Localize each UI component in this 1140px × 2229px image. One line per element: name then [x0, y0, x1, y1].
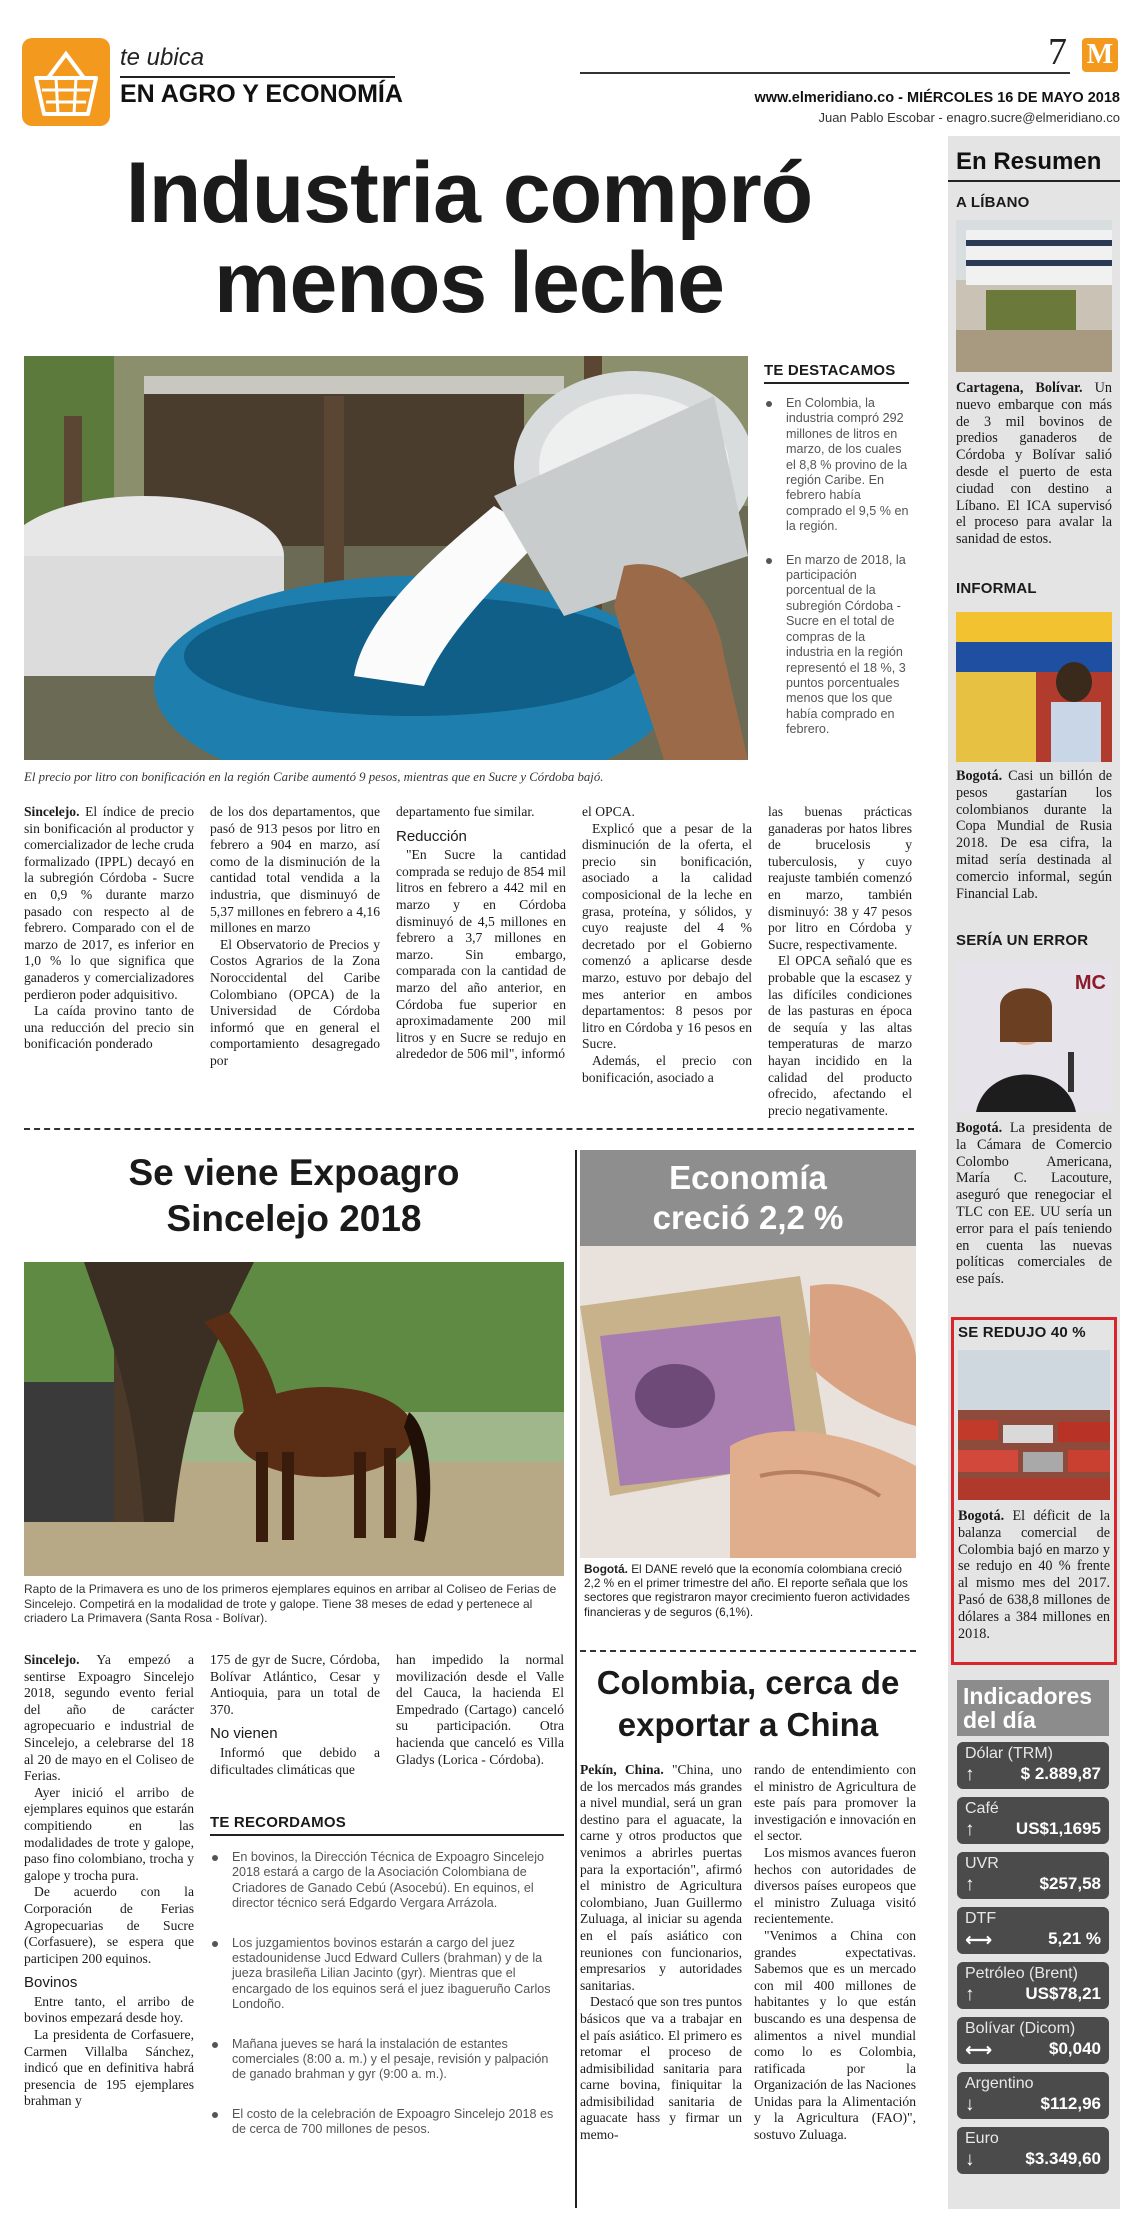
milk-photo-caption: El precio por litro con bonificación en la región Caribe aumentó 9 pesos, mientras que en Sucre y Córdoba bajó.: [24, 770, 604, 784]
expoagro-col-2-para: Informó que debido a dificultades climáticas que: [210, 1744, 380, 1777]
arrow-up-icon: ↑: [965, 1764, 975, 1785]
sidebar-rule: [948, 180, 1120, 182]
expoagro-col-2-subhead: No vienen: [210, 1725, 278, 1743]
remember-item: Los juzgamientos bovinos estarán a cargo del juez estadounidense Jucd Edward Cullers (brahman) y de la jueza brasileña Lilian Jacinto (gyr). Mientras que el encargado de los equinos será el juez ibagueruño Carlos Londoño.: [210, 1936, 564, 2013]
dateline: Bogotá.: [584, 1562, 628, 1576]
china-headline-line1: Colombia, cerca de: [596, 1664, 900, 1701]
lacouture-photo: [956, 962, 1112, 1112]
indicator-dtf: [957, 1907, 1109, 1954]
dateline: Cartagena, Bolívar.: [956, 380, 1083, 396]
indicator-name: Bolívar (Dicom): [965, 2020, 1076, 2037]
main-col-3-para: "En Sucre la cantidad comprada se redujo de 854 mil litros en febrero a 442 mil en marzo y en Córdoba disminuyó de 4,5 millones en febrero a 3,7 millones en marzo. Sin embargo, comparada con la cantidad de marzo del año anterior, en Córdoba fue superior en aproximadamente 200 mil litros y en Sucre se redujo en alrededor de 506 mil", informó: [396, 847, 566, 1062]
column-divider: [575, 1150, 577, 2208]
horse-photo: [24, 1262, 564, 1576]
economia-banner-line2: creció 2,2 %: [652, 1199, 844, 1236]
cattle-ship-illustration: [956, 220, 1112, 372]
ship-photo: [956, 220, 1112, 372]
indicator-name: DTF: [965, 1910, 997, 1927]
remember-title: TE RECORDAMOS: [210, 1814, 346, 1831]
dateline: Pekín, China.: [580, 1762, 664, 1777]
arrow-up-icon: ↑: [965, 1874, 975, 1895]
main-col-5-para: las buenas prácticas ganaderas por hatos libres de brucelosis y tuberculosis, y cuyo reajuste también comenzó en marzo, también disminuyó: 38 y 47 pesos por litro en Córdoba y Sucre, respectivamente.: [768, 804, 912, 952]
highlight-item: En Colombia, la industria compró 292 millones de litros en marzo, de los cuales el 8,8 % provino de la región Caribe. En febrero había comprado el 9,5 % en la región.: [764, 396, 909, 535]
china-col-2-para: "Venimos a China con grandes expectativas. Sabemos que es un mercado con mil 400 millones de habitantes y lo que están buscando es una despensa de alimentos a nivel mundial como lo es Colombia, ratificada por la Organización de las Naciones Unidas para la Alimentación y la Agricultura (FAO)", sostuvo Zuluaga.: [754, 1927, 916, 2143]
arrow-both-icon: ⟷: [965, 2040, 993, 2061]
expoagro-col-1: [24, 1652, 194, 2110]
brand-letter: M: [1086, 39, 1114, 70]
remember-list: [210, 1850, 564, 2138]
horse-illustration: [24, 1262, 564, 1576]
site-date: www.elmeridiano.co - MIÉRCOLES 16 DE MAYO 2018: [754, 90, 1120, 106]
expoagro-col-1-subhead: Bovinos: [24, 1974, 78, 1992]
highlights-list: [764, 396, 909, 738]
china-col-1-para: Destacó que son tres puntos básicos que va a trabajar en el país asiático. El primero es retomar el proceso de admisibilidad sanitaria para carne bovina, finiquitar la admisibilidad sanitaria de aguacate hass y firmar un memo-: [580, 1994, 742, 2143]
main-col-2-para: de los dos departamentos, que pasó de 913 pesos por litro en febrero a 904 en marzo, así como de la disminución de la cantidad total vendida a la industria, que disminuyó de 5,37 millones en febrero a 4,16 millones en marzo: [210, 804, 380, 936]
arrow-up-icon: ↑: [965, 1984, 975, 2005]
main-headline-line2: menos leche: [214, 235, 724, 331]
indicator-dolar: [957, 1742, 1109, 1789]
expoagro-col-1-para: La presidenta de Corfasuere, Carmen Villalba Sánchez, indicó que en definitiva habrá presencia de 195 ejemplares brahman y: [24, 2027, 194, 2109]
main-headline: [24, 145, 914, 331]
main-col-4: [582, 804, 752, 1086]
arrow-up-icon: ↑: [965, 1819, 975, 1840]
dateline: Sincelejo.: [24, 1652, 80, 1667]
indicator-cafe: [957, 1797, 1109, 1844]
main-col-1-para: Sincelejo. El índice de precio sin bonificación al productor y comercializador de leche cruda formalizado (IPPL) decayó en la subregión Córdoba - Sucre en 0,9 % durante marzo pasado con respecto al de febrero. Comparado con el de marzo de 2017, es inferior en 1,0 % lo que significa que ganaderos y comercializadores perdieron poder adquisitivo.: [24, 804, 194, 1002]
remember-item: Mañana jueves se hará la instalación de estantes comerciales (8:00 a. m.) y el pesaje, revisión y palpación de ganado brahman y gyr (9:00 a. m.).: [210, 2037, 564, 2083]
remember-item: En bovinos, la Dirección Técnica de Expoagro Sincelejo 2018 estará a cargo de la Asociación Colombiana de Criadores de Ganado Cebú (Asocebú). En equinos, el director técnico será Edgardo Vergara Arrázola.: [210, 1850, 564, 1912]
china-col-2-para: rando de entendimiento con el ministro de Agricultura de este país para promover la investigación e innovación en el sector.: [754, 1762, 916, 1844]
indicators-title-line2: del día: [963, 1707, 1036, 1733]
sidebar-item-text: Bogotá. Casi un billón de pesos gastarían los colombianos durante la Copa Mundial de Rusia 2018. De esa cifra, la mitad sería destinada al comercio informal, según Financial Lab.: [956, 768, 1112, 902]
indicator-value: $112,96: [1040, 2094, 1101, 2113]
money-photo: [580, 1246, 916, 1558]
dateline: Bogotá.: [956, 768, 1003, 784]
indicators-title: [957, 1680, 1109, 1736]
section-kicker: te ubica: [120, 44, 205, 71]
section-title: EN AGRO Y ECONOMÍA: [120, 80, 403, 108]
sidebar-item-text: Cartagena, Bolívar. Un nuevo embarque con más de 3 mil bovinos de predios ganaderos de Córdoba y Bolívar salió desde el puerto de esta ciudad con destino a Líbano. El ICA supervisó el proceso para avalar la sanidad de estos.: [956, 380, 1113, 548]
china-col-2-para: Los mismos avances fueron hechos con autoridades de diversos países europeos que el ministro Zuluaga visitó recientemente.: [754, 1844, 916, 1927]
expoagro-headline-line2: Sincelejo 2018: [166, 1198, 422, 1239]
section-logo: [22, 38, 110, 126]
sidebar-item-label: SE REDUJO 40 %: [958, 1324, 1086, 1341]
sidebar-item-label: A LÍBANO: [956, 194, 1030, 211]
kicker-rule: [120, 76, 395, 78]
page-number: 7: [1048, 31, 1067, 73]
sidebar-title: En Resumen: [956, 148, 1102, 175]
sidebar-item-label: SERÍA UN ERROR: [956, 932, 1089, 949]
section-divider: [24, 1128, 914, 1130]
arrow-down-icon: ↓: [965, 2094, 975, 2115]
indicator-name: Café: [965, 1800, 999, 1817]
sidebar-item-text: Bogotá. El déficit de la balanza comercial de Colombia bajó en marzo y se redujo en 40 % frente al mismo mes del 2017. Pasó de 638,8 millones de dólares a 384 millones en 2018.: [958, 1508, 1110, 1642]
indicator-value: $0,040: [1049, 2039, 1101, 2058]
logo-lettering: MC: [1074, 972, 1106, 994]
indicator-name: Euro: [965, 2130, 999, 2147]
china-col-1-para: Pekín, China. "China, uno de los mercados más grandes a nivel mundial, será un gran destino para el aguacate, la carne y otros productos que venimos a abrirles puertas para la exportación", afirmó el ministro de Agricultura colombiano, Juan Guillermo Zuluaga, al iniciar su agenda en el país asiático con reuniones con funcionarios, empresarios y autoridades sanitarias.: [580, 1762, 742, 1993]
indicator-value: $ 2.889,87: [1020, 1764, 1101, 1783]
main-col-3-para: departamento fue similar.: [396, 804, 535, 819]
expoagro-col-1-para: Entre tanto, el arribo de bovinos empezará desde hoy.: [24, 1993, 194, 2026]
milk-photo: [24, 356, 748, 760]
expoagro-headline: [24, 1150, 564, 1242]
vendor-photo: [956, 612, 1112, 762]
indicator-name: UVR: [965, 1855, 999, 1872]
china-headline: [580, 1662, 916, 1746]
indicator-value: US$78,21: [1025, 1984, 1101, 2003]
china-col-1: [580, 1762, 742, 2144]
main-col-2-para: El Observatorio de Precios y Costos Agrarios de la Zona Noroccidental del Caribe Colombiano (OPCA) de la Universidad de Córdoba informó que en general el comportamiento desagregado por: [210, 936, 380, 1068]
indicator-value: US$1,1695: [1015, 1819, 1101, 1838]
indicator-bolivar: [957, 2017, 1109, 2064]
main-col-2: [210, 804, 380, 1070]
expoagro-col-1-para: De acuerdo con la Corporación de Ferias Agropecuarias de Sucre (Corfasuere), se espera que participen 200 equinos.: [24, 1884, 194, 1966]
port-photo: [958, 1350, 1110, 1500]
indicator-uvr: [957, 1852, 1109, 1899]
highlight-item: En marzo de 2018, la participación porcentual de la subregión Córdoba - Sucre en el total de compras de la industria en la región representó el 18 %, 3 puntos porcentuales menos que los que había comprado en febrero.: [764, 553, 909, 738]
indicator-name: Petróleo (Brent): [965, 1965, 1078, 1982]
china-col-2: [754, 1762, 916, 2144]
indicator-euro: [957, 2127, 1109, 2174]
main-col-5-para: El OPCA señaló que es probable que la escasez y las difíciles condiciones de las pasturas en época de sequía y las altas temperaturas de marzo hayan incidido en la calidad del producto ofrecido, afectando el precio negativamente.: [768, 953, 912, 1118]
byline: Juan Pablo Escobar - enagro.sucre@elmeridiano.co: [818, 110, 1120, 125]
expoagro-headline-line1: Se viene Expoagro: [128, 1152, 460, 1193]
main-headline-line1: Industria compró: [125, 145, 813, 241]
dateline: Sincelejo.: [24, 804, 80, 819]
banknotes-illustration: [580, 1246, 916, 1558]
main-col-1-para: La caída provino tanto de una reducción del precio sin bonificación ponderado: [24, 1003, 194, 1052]
economia-banner-line1: Economía: [669, 1159, 827, 1196]
expoagro-col-1-para: Ayer inició el arribo de ejemplares equinos que estarán compitiendo en las modalidades de trote y galope, paso fino colombiano, trocha y galope y trocha pura.: [24, 1784, 194, 1883]
milk-pouring-illustration: [24, 356, 748, 760]
money-photo-caption: Bogotá. El DANE reveló que la economía colombiana creció 2,2 % en el primer trimestre del año. El reporte señala que los sectores que registraron mayor crecimiento fueron actividades financieras y de seguros (6,1%).: [584, 1562, 910, 1619]
street-vendor-illustration: [956, 612, 1112, 762]
dateline: Bogotá.: [956, 1120, 1003, 1136]
indicators-title-line1: Indicadores: [963, 1683, 1093, 1709]
main-col-4-para: el OPCA.: [582, 804, 635, 819]
indicator-petroleo: [957, 1962, 1109, 2009]
indicator-name: Argentino: [965, 2075, 1034, 2092]
brand-badge: [1082, 38, 1118, 72]
basket-icon: [22, 38, 110, 126]
remember-item: El costo de la celebración de Expoagro Sincelejo 2018 es de cerca de 700 millones de pesos.: [210, 2107, 564, 2138]
main-col-1: [24, 804, 194, 1053]
main-col-5: [768, 804, 912, 1119]
indicator-value: $257,58: [1039, 1874, 1101, 1893]
indicator-value: $3.349,60: [1025, 2149, 1101, 2168]
economia-banner: [580, 1150, 916, 1246]
china-headline-line2: exportar a China: [617, 1706, 879, 1743]
arrow-down-icon: ↓: [965, 2149, 975, 2170]
sidebar-item-text: Bogotá. La presidenta de la Cámara de Comercio Colombo Americana, María C. Lacouture, aseguró que renegociar el TLC con EE. UU sería un error para el país teniendo en cuenta las nuevas políticas comerciales de ese país.: [956, 1120, 1113, 1288]
horse-photo-caption: Rapto de la Primavera es uno de los primeros ejemplares equinos en arribar al Coliseo de Ferias de Sincelejo. Competirá en la modalidad de trote y galope. Tiene 38 meses de edad y pertenece al criadero La Primavera (Santa Rosa - Bolívar).: [24, 1582, 557, 1626]
container-port-illustration: [958, 1350, 1110, 1500]
expoagro-col-2: [210, 1652, 380, 1778]
dateline: Bogotá.: [958, 1508, 1005, 1524]
main-col-4-para: Explicó que a pesar de la disminución de la oferta, el precio sin bonificación, asociado a la calidad composicional de la leche en grasa, proteína, y sólidos, y cuyo reajuste del 4 % decretado por el Gobierno comenzó a aplicarse desde marzo, estuvo por debajo del mes anterior en ambos departamentos: 8 pesos por litro en Córdoba y 16 pesos en Sucre.: [582, 820, 752, 1052]
header-rule: [580, 72, 1070, 74]
main-col-3: [396, 804, 566, 1063]
section-divider: [580, 1650, 916, 1652]
expoagro-col-3: [396, 1652, 564, 1768]
remember-rule: [210, 1834, 564, 1836]
arrow-both-icon: ⟷: [965, 1930, 993, 1951]
indicator-value: 5,21 %: [1048, 1929, 1101, 1948]
highlights-rule: [764, 382, 909, 384]
indicator-name: Dólar (TRM): [965, 1745, 1053, 1762]
main-col-3-subhead: Reducción: [396, 827, 467, 845]
highlights-title: TE DESTACAMOS: [764, 362, 896, 379]
indicator-argentino: [957, 2072, 1109, 2119]
expoagro-col-1-para: Sincelejo. Ya empezó a sentirse Expoagro Sincelejo 2018, segundo evento ferial del año de carácter agropecuario e industrial de Sincelejo, a celebrarse del 18 al 20 de mayo en el Coliseo de Ferias.: [24, 1652, 194, 1784]
expoagro-col-3-para: han impedido la normal movilización desde el Valle del Cauca, la hacienda El Empedrado (Cartago) canceló su participación. Otra hacienda que canceló es Villa Gladys (Lorica - Córdoba).: [396, 1652, 564, 1767]
expoagro-col-2-para: 175 de gyr de Sucre, Córdoba, Bolívar Atlántico, Cesar y Antioquia, para un total de 370.: [210, 1652, 380, 1717]
main-col-4-para: Además, el precio con bonificación, asociado a: [582, 1052, 752, 1085]
sidebar-item-label: INFORMAL: [956, 580, 1037, 597]
